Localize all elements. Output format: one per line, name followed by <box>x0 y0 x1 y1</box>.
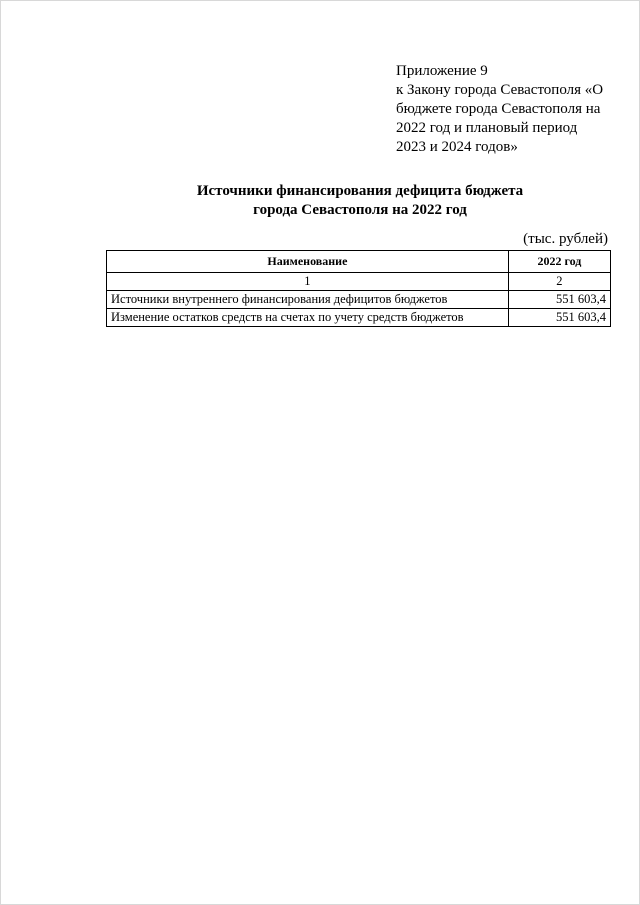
row-value: 551 603,4 <box>508 291 610 309</box>
units-label: (тыс. рублей) <box>523 231 608 247</box>
row-name: Изменение остатков средств на счетах по учету средств бюджетов <box>107 309 509 327</box>
column-number: 1 <box>107 273 509 291</box>
column-header-name: Наименование <box>107 251 509 273</box>
row-value: 551 603,4 <box>508 309 610 327</box>
column-number: 2 <box>508 273 610 291</box>
column-header-year: 2022 год <box>508 251 610 273</box>
appendix-line: Приложение 9 <box>396 63 488 79</box>
appendix-line: 2023 и 2024 годов» <box>396 139 518 155</box>
document-title-line-2: города Севастополя на 2022 год <box>253 202 467 218</box>
appendix-note <box>396 62 628 157</box>
appendix-line: к Закону города Севастополя «О <box>396 82 604 98</box>
appendix-line: 2022 год и плановый период <box>396 120 578 136</box>
table-header-row <box>107 251 611 273</box>
document-title-line-1: Источники финансирования дефицита бюджета <box>196 183 524 199</box>
table-row <box>107 291 611 309</box>
document-title <box>100 182 620 220</box>
row-name: Источники внутреннего финансирования дефицитов бюджетов <box>107 291 509 309</box>
financing-sources-table <box>106 250 611 327</box>
column-number-row <box>107 273 611 291</box>
appendix-line: бюджете города Севастополя на <box>396 101 601 117</box>
table-row <box>107 309 611 327</box>
